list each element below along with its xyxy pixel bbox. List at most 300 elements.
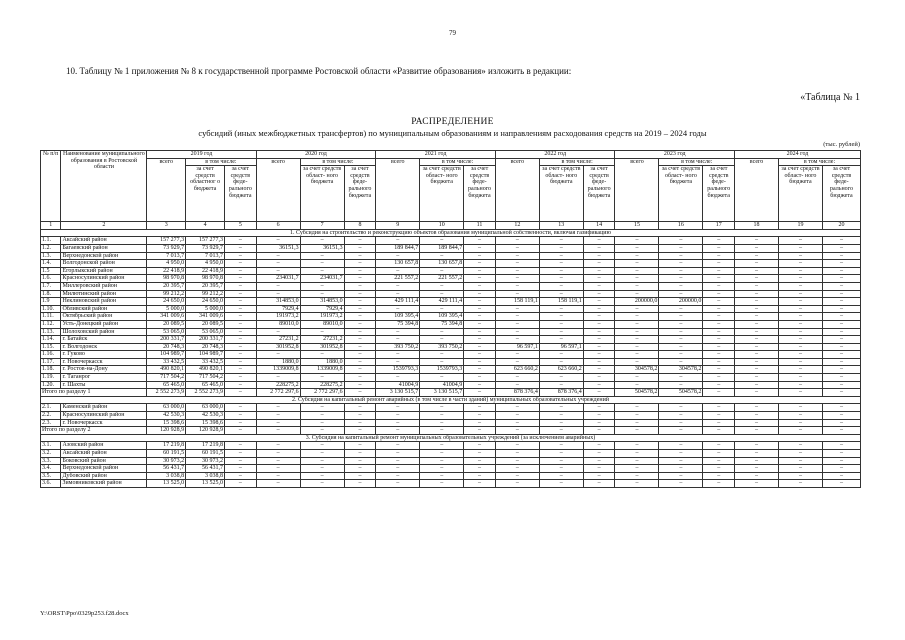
value-cell: –: [615, 237, 659, 245]
section-title: 3. Субсидия на капитальный ремонт муниципальных образовательных учреждений (за исключением аварийных): [41, 434, 861, 442]
value-cell: –: [344, 252, 376, 260]
value-cell: –: [256, 480, 300, 488]
table-row: [41, 358, 861, 366]
value-cell: –: [735, 328, 779, 336]
value-cell: –: [779, 275, 823, 283]
value-cell: 234031,7: [300, 275, 344, 283]
value-cell: –: [464, 305, 496, 313]
total-value: –: [583, 427, 615, 435]
header-year: 2021 год: [376, 151, 496, 159]
value-cell: –: [659, 412, 703, 420]
value-cell: –: [464, 252, 496, 260]
section-title-row: [41, 434, 861, 442]
value-cell: 158 119,1: [495, 298, 539, 306]
header-total: всего: [147, 158, 186, 222]
value-cell: –: [659, 472, 703, 480]
value-cell: –: [539, 450, 583, 458]
value-cell: –: [344, 237, 376, 245]
value-cell: –: [344, 366, 376, 374]
value-cell: –: [822, 457, 860, 465]
column-number: 2: [61, 222, 147, 230]
value-cell: 30 973,2: [147, 457, 186, 465]
value-cell: 234031,7: [256, 275, 300, 283]
total-value: –: [344, 427, 376, 435]
value-cell: –: [464, 290, 496, 298]
value-cell: –: [225, 351, 257, 359]
header-total: всего: [376, 158, 420, 222]
value-cell: –: [464, 282, 496, 290]
header-name: Наименование муниципального образования в Ростовской области: [61, 151, 147, 222]
section-total-row: [41, 389, 861, 397]
value-cell: 1539793,3: [420, 366, 464, 374]
value-cell: –: [659, 244, 703, 252]
value-cell: 4 950,0: [147, 260, 186, 268]
value-cell: –: [779, 450, 823, 458]
value-cell: –: [376, 290, 420, 298]
value-cell: 27231,2: [300, 336, 344, 344]
value-cell: –: [822, 267, 860, 275]
row-index: 1.14.: [41, 336, 61, 344]
value-cell: –: [344, 374, 376, 382]
value-cell: –: [344, 412, 376, 420]
value-cell: –: [659, 290, 703, 298]
value-cell: –: [615, 252, 659, 260]
value-cell: –: [376, 450, 420, 458]
table-row: [41, 320, 861, 328]
value-cell: –: [539, 305, 583, 313]
header-federal: за счет средств феде- рального бюджета: [344, 166, 376, 222]
value-cell: 301952,8: [256, 343, 300, 351]
value-cell: –: [615, 328, 659, 336]
value-cell: –: [225, 313, 257, 321]
value-cell: –: [225, 412, 257, 420]
value-cell: 42 530,3: [147, 412, 186, 420]
value-cell: 98 970,8: [147, 275, 186, 283]
value-cell: –: [822, 351, 860, 359]
value-cell: 314853,0: [300, 298, 344, 306]
value-cell: 341 009,6: [186, 313, 225, 321]
value-cell: –: [615, 275, 659, 283]
value-cell: –: [420, 336, 464, 344]
value-cell: –: [344, 267, 376, 275]
row-index: 1.6.: [41, 275, 61, 283]
total-value: –: [735, 389, 779, 397]
value-cell: –: [256, 442, 300, 450]
value-cell: –: [225, 374, 257, 382]
value-cell: –: [256, 412, 300, 420]
value-cell: –: [615, 282, 659, 290]
value-cell: –: [583, 252, 615, 260]
value-cell: –: [615, 351, 659, 359]
value-cell: –: [376, 267, 420, 275]
table-row: [41, 351, 861, 359]
header-federal: за счет средств феде- рального бюджета: [583, 166, 615, 222]
value-cell: 1880,0: [256, 358, 300, 366]
value-cell: –: [464, 275, 496, 283]
section-title-row: [41, 229, 861, 237]
value-cell: –: [735, 419, 779, 427]
value-cell: –: [822, 260, 860, 268]
value-cell: 191973,2: [300, 313, 344, 321]
value-cell: 41004,9: [376, 381, 420, 389]
value-cell: –: [464, 351, 496, 359]
value-cell: –: [495, 442, 539, 450]
value-cell: –: [300, 237, 344, 245]
value-cell: –: [779, 260, 823, 268]
value-cell: –: [822, 320, 860, 328]
value-cell: –: [659, 450, 703, 458]
table-row: [41, 328, 861, 336]
value-cell: –: [495, 244, 539, 252]
value-cell: 1339009,8: [300, 366, 344, 374]
column-number: 12: [495, 222, 539, 230]
value-cell: 429 111,4: [420, 298, 464, 306]
value-cell: –: [225, 442, 257, 450]
total-value: 3 130 515,7: [376, 389, 420, 397]
value-cell: –: [735, 343, 779, 351]
value-cell: 189 844,7: [420, 244, 464, 252]
header-total: всего: [615, 158, 659, 222]
section-total-row: [41, 427, 861, 435]
table-row: [41, 260, 861, 268]
value-cell: –: [539, 244, 583, 252]
value-cell: –: [735, 275, 779, 283]
value-cell: –: [779, 472, 823, 480]
value-cell: –: [703, 404, 735, 412]
value-cell: –: [539, 290, 583, 298]
header-federal: за счет средств феде- рального бюджета: [225, 166, 257, 222]
value-cell: –: [659, 275, 703, 283]
total-value: –: [464, 427, 496, 435]
value-cell: –: [256, 465, 300, 473]
value-cell: –: [583, 381, 615, 389]
value-cell: –: [703, 374, 735, 382]
value-cell: –: [779, 404, 823, 412]
value-cell: –: [420, 442, 464, 450]
value-cell: –: [703, 419, 735, 427]
value-cell: –: [583, 351, 615, 359]
value-cell: –: [256, 450, 300, 458]
value-cell: –: [464, 358, 496, 366]
value-cell: 22 418,9: [186, 267, 225, 275]
row-index: 1.13.: [41, 328, 61, 336]
municipality-name: г. Ростов-на-Дону: [61, 366, 147, 374]
value-cell: –: [735, 237, 779, 245]
total-value: –: [225, 427, 257, 435]
total-value: –: [495, 427, 539, 435]
value-cell: –: [495, 267, 539, 275]
value-cell: –: [822, 358, 860, 366]
value-cell: –: [464, 381, 496, 389]
value-cell: 623 660,2: [539, 366, 583, 374]
value-cell: –: [583, 328, 615, 336]
table-row: [41, 450, 861, 458]
table-row: [41, 305, 861, 313]
value-cell: –: [615, 343, 659, 351]
value-cell: –: [539, 404, 583, 412]
value-cell: –: [344, 404, 376, 412]
table-row: [41, 404, 861, 412]
header-federal: за счет средств феде- рального бюджета: [703, 166, 735, 222]
value-cell: 157 277,3: [186, 237, 225, 245]
value-cell: –: [256, 404, 300, 412]
value-cell: –: [703, 260, 735, 268]
value-cell: 200000,0: [659, 298, 703, 306]
municipality-name: г. Новочеркасск: [61, 419, 147, 427]
value-cell: –: [464, 328, 496, 336]
row-index: 1.12.: [41, 320, 61, 328]
value-cell: –: [300, 412, 344, 420]
value-cell: –: [539, 472, 583, 480]
value-cell: –: [659, 343, 703, 351]
value-cell: –: [659, 381, 703, 389]
value-cell: –: [583, 465, 615, 473]
row-index: 1.17.: [41, 358, 61, 366]
value-cell: –: [703, 450, 735, 458]
value-cell: –: [495, 320, 539, 328]
column-number: 10: [420, 222, 464, 230]
value-cell: –: [495, 328, 539, 336]
value-cell: –: [703, 290, 735, 298]
table-row: [41, 457, 861, 465]
table-row: [41, 267, 861, 275]
value-cell: –: [300, 282, 344, 290]
value-cell: –: [779, 320, 823, 328]
value-cell: –: [376, 465, 420, 473]
value-cell: 36151,3: [256, 244, 300, 252]
value-cell: 304578,2: [659, 366, 703, 374]
value-cell: –: [495, 480, 539, 488]
municipality-name: Аксайский район: [61, 237, 147, 245]
section-title: 2. Субсидия на капитальный ремонт аварийных (в том числе в части зданий) муниципальных образовательных учреждений: [41, 396, 861, 404]
header-oblast: за счет средств облаcт- ного бюджета: [659, 166, 703, 222]
value-cell: 314853,0: [256, 298, 300, 306]
value-cell: –: [703, 267, 735, 275]
municipality-name: Обливский район: [61, 305, 147, 313]
header-year: 2024 год: [735, 151, 861, 159]
value-cell: –: [376, 237, 420, 245]
value-cell: –: [703, 336, 735, 344]
value-cell: –: [344, 336, 376, 344]
value-cell: 17 219,8: [147, 442, 186, 450]
value-cell: –: [615, 450, 659, 458]
value-cell: –: [495, 336, 539, 344]
value-cell: –: [344, 457, 376, 465]
row-index: 1.4.: [41, 260, 61, 268]
value-cell: –: [225, 419, 257, 427]
municipality-name: г. Волгодонск: [61, 343, 147, 351]
value-cell: –: [703, 465, 735, 473]
value-cell: –: [495, 290, 539, 298]
total-value: 2 772 297,6: [256, 389, 300, 397]
value-cell: –: [344, 472, 376, 480]
value-cell: –: [615, 336, 659, 344]
value-cell: –: [583, 320, 615, 328]
value-cell: –: [539, 419, 583, 427]
value-cell: –: [659, 480, 703, 488]
value-cell: 5 000,0: [186, 305, 225, 313]
table-row: [41, 343, 861, 351]
municipality-name: Верхнедонской район: [61, 465, 147, 473]
header-federal: за счет средств феде- рального бюджета: [464, 166, 496, 222]
total-value: 2 772 297,6: [300, 389, 344, 397]
value-cell: –: [464, 313, 496, 321]
value-cell: –: [779, 358, 823, 366]
value-cell: –: [539, 457, 583, 465]
row-index: 1.9: [41, 298, 61, 306]
table-row: [41, 237, 861, 245]
value-cell: –: [376, 282, 420, 290]
value-cell: –: [256, 282, 300, 290]
header-year: 2022 год: [495, 151, 615, 159]
header-year: 2023 год: [615, 151, 735, 159]
total-value: –: [822, 389, 860, 397]
value-cell: –: [659, 320, 703, 328]
value-cell: –: [420, 374, 464, 382]
value-cell: –: [659, 358, 703, 366]
column-number: 1: [41, 222, 61, 230]
value-cell: –: [420, 472, 464, 480]
value-cell: 104 989,7: [186, 351, 225, 359]
value-cell: –: [225, 244, 257, 252]
municipality-name: Дубовский район: [61, 472, 147, 480]
value-cell: –: [495, 275, 539, 283]
value-cell: 20 089,5: [186, 320, 225, 328]
total-value: 2 552 273,9: [186, 389, 225, 397]
value-cell: –: [659, 442, 703, 450]
value-cell: 3 038,8: [186, 472, 225, 480]
header-year: 2019 год: [147, 151, 256, 159]
section-title-row: [41, 396, 861, 404]
table-row: [41, 374, 861, 382]
value-cell: –: [495, 305, 539, 313]
document-subheading: субсидий (иных межбюджетных трансфертов) по муниципальным образованиям и направлениям расходования средств на 2019 – 2024 годы: [198, 128, 707, 138]
value-cell: –: [344, 275, 376, 283]
table-row: [41, 275, 861, 283]
municipality-name: Октябрьский район: [61, 313, 147, 321]
value-cell: –: [583, 275, 615, 283]
header-incl: в том числе:: [186, 158, 257, 166]
value-cell: –: [779, 282, 823, 290]
value-cell: –: [420, 290, 464, 298]
amendment-intro: 10. Таблицу № 1 приложения № 8 к государственной программе Ростовской области «Развитие образования» изложить в редакции:: [66, 66, 572, 76]
value-cell: –: [376, 351, 420, 359]
value-cell: 490 820,1: [147, 366, 186, 374]
value-cell: –: [225, 472, 257, 480]
value-cell: –: [822, 412, 860, 420]
value-cell: –: [779, 381, 823, 389]
value-cell: –: [495, 374, 539, 382]
column-number: 19: [779, 222, 823, 230]
value-cell: –: [376, 374, 420, 382]
value-cell: –: [735, 282, 779, 290]
municipality-name: Милютинский район: [61, 290, 147, 298]
value-cell: –: [703, 351, 735, 359]
table-row: [41, 290, 861, 298]
value-cell: –: [495, 450, 539, 458]
value-cell: –: [464, 480, 496, 488]
value-cell: –: [420, 351, 464, 359]
value-cell: –: [376, 419, 420, 427]
value-cell: –: [539, 320, 583, 328]
value-cell: 104 989,7: [147, 351, 186, 359]
value-cell: 89010,0: [256, 320, 300, 328]
value-cell: –: [735, 313, 779, 321]
column-numbers-row: [41, 222, 861, 230]
row-index: 1.11.: [41, 313, 61, 321]
header-year: 2020 год: [256, 151, 376, 159]
value-cell: –: [225, 450, 257, 458]
value-cell: –: [822, 472, 860, 480]
value-cell: –: [735, 358, 779, 366]
value-cell: –: [735, 480, 779, 488]
value-cell: –: [344, 465, 376, 473]
value-cell: –: [464, 343, 496, 351]
row-index: 1.16.: [41, 351, 61, 359]
value-cell: –: [344, 381, 376, 389]
value-cell: 56 431,7: [186, 465, 225, 473]
value-cell: –: [735, 374, 779, 382]
value-cell: 60 191,5: [186, 450, 225, 458]
value-cell: –: [735, 305, 779, 313]
value-cell: –: [659, 305, 703, 313]
value-cell: –: [779, 442, 823, 450]
value-cell: –: [300, 252, 344, 260]
value-cell: –: [822, 298, 860, 306]
row-index: 1.19.: [41, 374, 61, 382]
value-cell: –: [495, 381, 539, 389]
value-cell: –: [256, 260, 300, 268]
row-index: 3.6.: [41, 480, 61, 488]
value-cell: –: [300, 290, 344, 298]
header-oblast: за счет средств областног о бюджета: [186, 166, 225, 222]
total-value: –: [583, 389, 615, 397]
value-cell: –: [539, 381, 583, 389]
value-cell: 157 277,3: [147, 237, 186, 245]
value-cell: –: [225, 457, 257, 465]
value-cell: 20 748,3: [147, 343, 186, 351]
municipality-name: г. Таганрог: [61, 374, 147, 382]
value-cell: –: [779, 457, 823, 465]
value-cell: 15 398,6: [186, 419, 225, 427]
value-cell: –: [376, 412, 420, 420]
value-cell: –: [495, 252, 539, 260]
value-cell: –: [420, 480, 464, 488]
value-cell: –: [464, 320, 496, 328]
value-cell: 623 660,2: [495, 366, 539, 374]
value-cell: 221 557,2: [420, 275, 464, 283]
header-incl: в том числе:: [300, 158, 376, 166]
value-cell: –: [822, 305, 860, 313]
value-cell: 221 557,2: [376, 275, 420, 283]
row-index: 1.1.: [41, 237, 61, 245]
value-cell: 24 650,0: [186, 298, 225, 306]
value-cell: –: [822, 404, 860, 412]
value-cell: –: [256, 328, 300, 336]
value-cell: –: [615, 244, 659, 252]
value-cell: –: [539, 336, 583, 344]
total-value: –: [256, 427, 300, 435]
table-row: [41, 336, 861, 344]
value-cell: –: [659, 267, 703, 275]
value-cell: 304578,2: [615, 366, 659, 374]
value-cell: –: [615, 260, 659, 268]
row-index: 3.5.: [41, 472, 61, 480]
total-value: 120 928,9: [147, 427, 186, 435]
value-cell: –: [615, 404, 659, 412]
value-cell: –: [376, 480, 420, 488]
value-cell: –: [735, 320, 779, 328]
